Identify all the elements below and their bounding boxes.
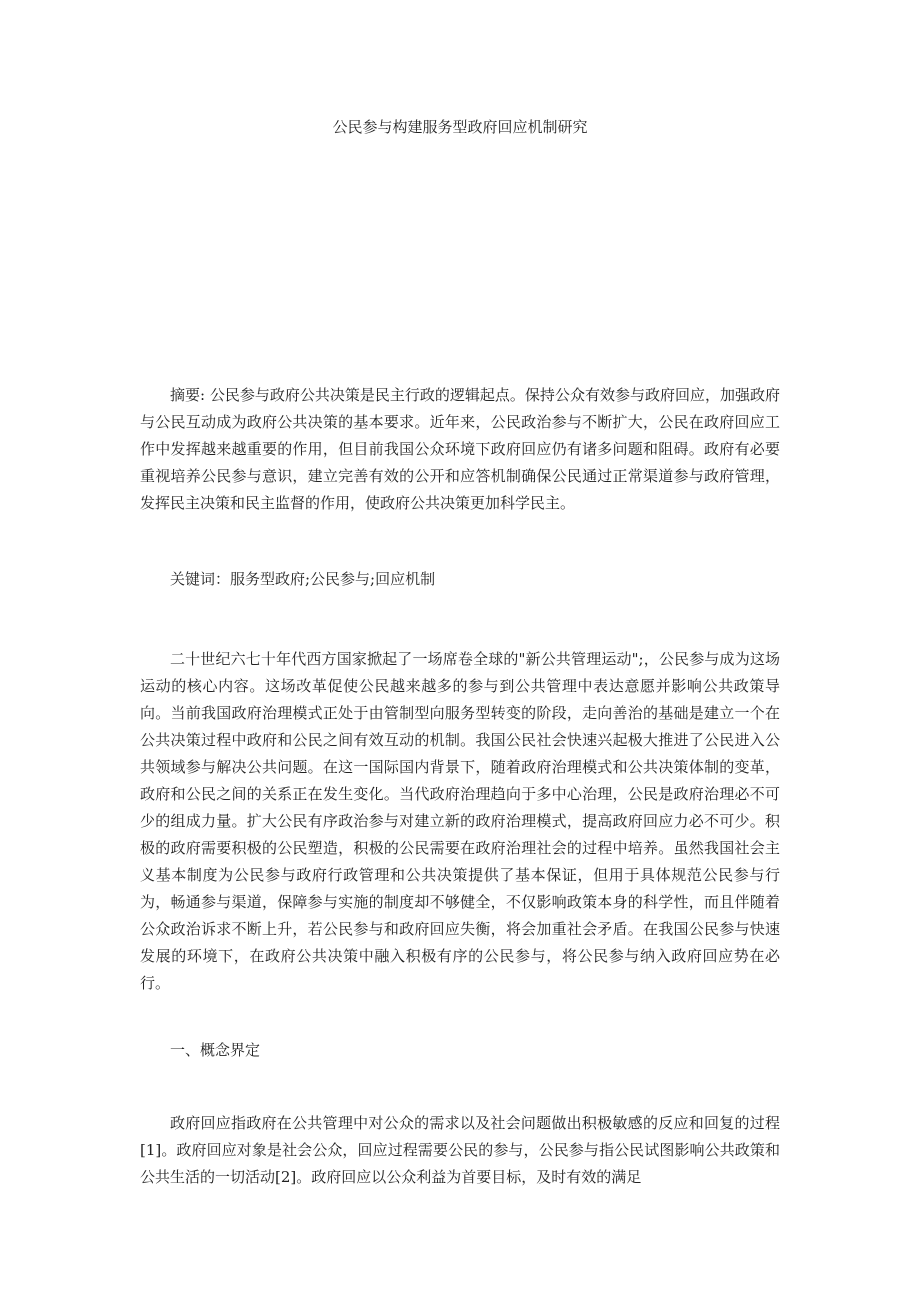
body-paragraph-2: 政府回应指政府在公共管理中对公众的需求以及社会问题做出积极敏感的反应和回复的过程[1]。政府回应对象是社会公众，回应过程需要公民的参与，公民参与指公民试图影响公共政策和公共生活的一切活动[2]。政府回应以公众利益为首要目标，及时有效的满足 [140,1114,780,1186]
section-heading-concepts: 一、概念界定 [170,1041,261,1059]
keywords-line: 关键词：服务型政府;公民参与;回应机制 [170,570,436,588]
abstract-paragraph: 摘要: 公民参与政府公共决策是民主行政的逻辑起点。保持公众有效参与政府回应，加强政府与公民互动成为政府公共决策的基本要求。近年来，公民政治参与不断扩大，公民在政府回应工作中发挥越来越重要的作用，但目前我国公众环境下政府回应仍有诸多问题和阻碍。政府有必要重视培养公民参与意识，建立完善有效的公开和应答机制确保公民通过正常渠道参与政府管理，发挥民主决策和民主监督的作用，使政府公共决策更加科学民主。 [140,386,780,512]
body-paragraph-1: 二十世纪六七十年代西方国家掀起了一场席卷全球的"新公共管理运动";，公民参与成为这场运动的核心内容。这场改革促使公民越来越多的参与到公共管理中表达意愿并影响公共政策导向。当前我国政府治理模式正处于由管制型向服务型转变的阶段，走向善治的基础是建立一个在公共决策过程中政府和公民之间有效互动的机制。我国公民社会快速兴起极大推进了公民进入公共领域参与解决公共问题。在这一国际国内背景下，随着政府治理模式和公共决策体制的变革，政府和公民之间的关系正在发生变化。当代政府治理趋向于多中心治理，公民是政府治理必不可少的组成力量。扩大公民有序政治参与对建立新的政府治理模式，提高政府回应力必不可少。积极的政府需要积极的公民塑造，积极的公民需要在政府治理社会的过程中培养。虽然我国社会主义基本制度为公民参与政府行政管理和公共决策提供了基本保证，但用于具体规范公民参与行为，畅通参与渠道，保障参与实施的制度却不够健全，不仅影响政策本身的科学性，而且伴随着公众政治诉求不断上升，若公民参与和政府回应失衡，将会加重社会矛盾。在我国公民参与快速发展的环境下，在政府公共决策中融入积极有序的公民参与，将公民参与纳入政府回应势在必行。 [140,650,780,992]
document-title: 公民参与构建服务型政府回应机制研究 [332,118,588,136]
